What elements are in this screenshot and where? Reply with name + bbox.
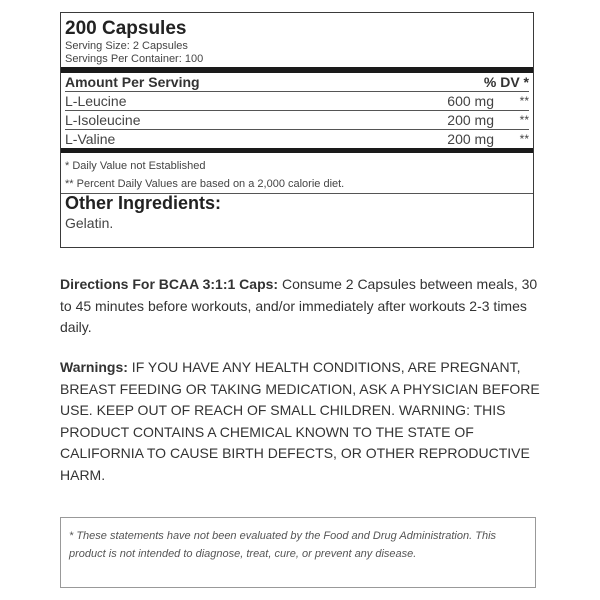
warnings-paragraph	[60, 357, 540, 486]
nutrient-name: L-Leucine	[65, 93, 127, 109]
footnote-daily-value: * Daily Value not Established	[65, 160, 206, 172]
fda-disclaimer-box	[60, 517, 536, 588]
nutrient-amount: 600 mg	[447, 93, 494, 109]
nutrient-row	[65, 111, 529, 130]
facts-title: 200 Capsules	[65, 18, 187, 39]
warnings-text: IF YOU HAVE ANY HEALTH CONDITIONS, ARE PREGNANT, BREAST FEEDING OR TAKING MEDICATION, ASK A PHYSICIAN BEFORE USE. KEEP OUT OF REACH OF SMALL CHILDREN. WARNING: THIS PRODUCT CONTAINS A CHEMICAL KNOWN TO THE STATE OF CALIFORNIA TO CAUSE BIRTH DEFECTS, OR OTHER REPRODUCTIVE HARM.	[60, 359, 540, 483]
nutrient-amount: 200 mg	[447, 112, 494, 128]
footnote-percent-dv: ** Percent Daily Values are based on a 2,000 calorie diet.	[65, 178, 345, 190]
nutrient-name: L-Valine	[65, 131, 116, 147]
directions-paragraph	[60, 274, 540, 339]
amount-per-serving-label: Amount Per Serving	[65, 74, 200, 90]
nutrient-dv: **	[519, 132, 529, 146]
nutrient-row	[65, 92, 529, 111]
directions-text: Consume 2 Capsules between meals, 30 to 45 minutes before workouts, and/or immediately after workouts 2-3 times daily.	[60, 276, 538, 335]
thick-divider	[61, 148, 533, 153]
servings-per-container: Servings Per Container: 100	[65, 53, 204, 65]
nutrient-dv: **	[519, 94, 529, 108]
other-ingredients-text: Gelatin.	[65, 215, 114, 231]
other-ingredients-title: Other Ingredients:	[65, 193, 222, 213]
nutrient-row	[65, 130, 529, 148]
nutrient-amount: 200 mg	[447, 131, 494, 147]
supplement-facts-panel	[60, 12, 534, 248]
amount-header-row	[65, 73, 529, 92]
warnings-label: Warnings:	[60, 359, 128, 375]
serving-size: Serving Size: 2 Capsules	[65, 40, 188, 52]
other-ingredients-section	[61, 193, 533, 233]
nutrient-name: L-Isoleucine	[65, 112, 141, 128]
daily-value-header: % DV *	[483, 74, 529, 90]
nutrient-dv: **	[519, 113, 529, 127]
fda-disclaimer-text: * These statements have not been evaluated by the Food and Drug Administration. This product is not intended to diagnose, treat, cure, or prevent any disease.	[69, 530, 497, 560]
directions-label: Directions For BCAA 3:1:1 Caps:	[60, 276, 279, 292]
